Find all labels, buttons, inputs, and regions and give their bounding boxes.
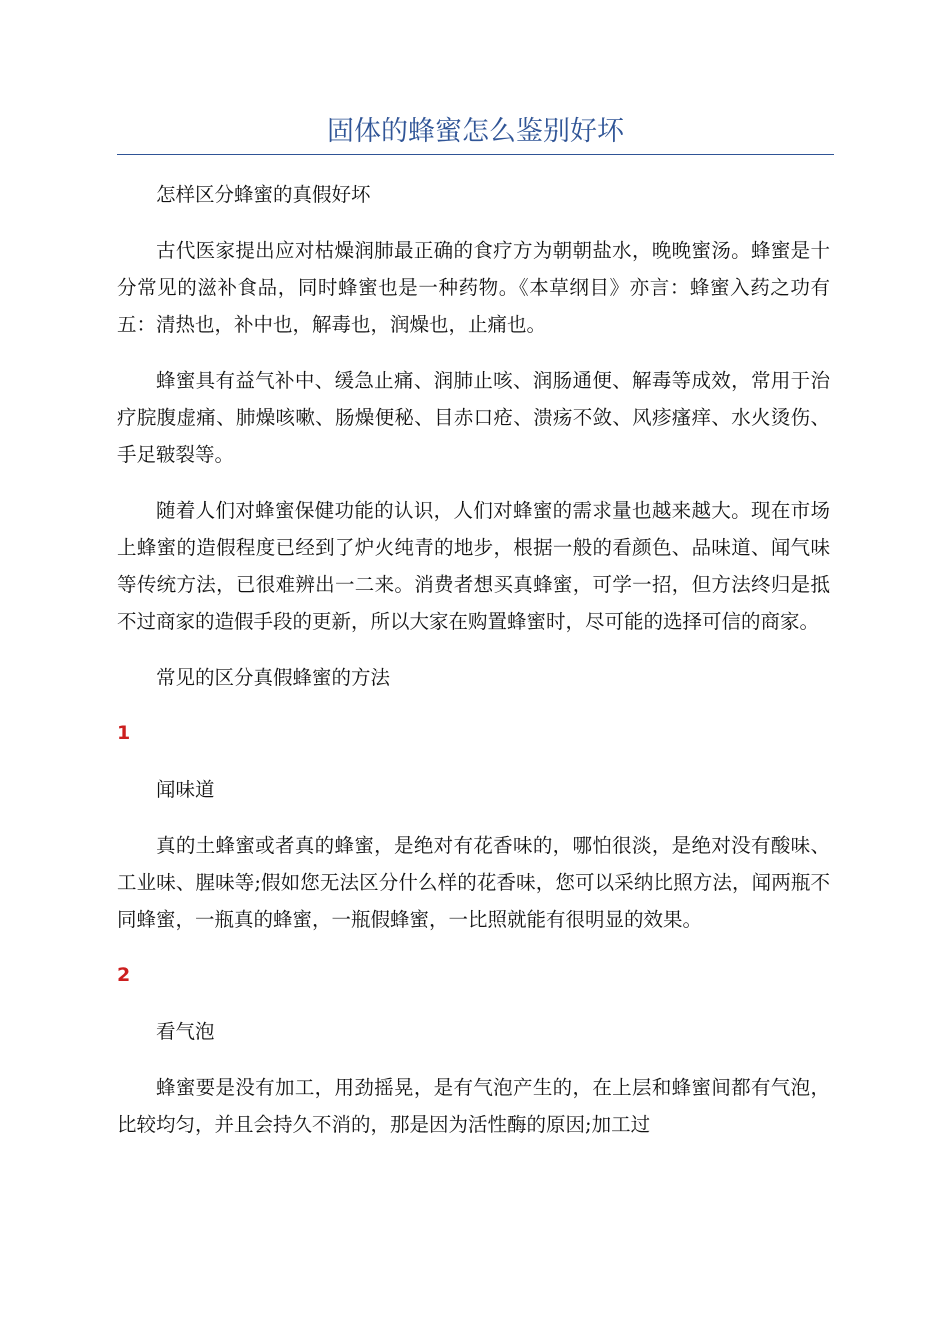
paragraph: 古代医家提出应对枯燥润肺最正确的食疗方为朝朝盐水，晚晚蜜汤。蜂蜜是十分常见的滋补食品，同时蜂蜜也是一种药物。《本草纲目》亦言：蜂蜜入药之功有五：清热也，补中也，解毒也，润燥也，止痛也。 — [117, 239, 830, 336]
paragraph: 蜂蜜具有益气补中、缓急止痛、润肺止咳、润肠通便、解毒等成效，常用于治疗脘腹虚痛、肺燥咳嗽、肠燥便秘、目赤口疮、溃疡不敛、风疹瘙痒、水火烫伤、手足皲裂等。 — [117, 369, 830, 466]
step-number: 1 — [117, 722, 131, 744]
document-body — [117, 176, 830, 1162]
page-title: 固体的蜂蜜怎么鉴别好坏 — [327, 116, 624, 147]
step-number: 2 — [117, 964, 131, 986]
section-heading: 常见的区分真假蜂蜜的方法 — [156, 666, 391, 689]
step-subtitle: 闻味道 — [156, 778, 215, 801]
paragraph: 随着人们对蜂蜜保健功能的认识，人们对蜂蜜的需求量也越来越大。现在市场上蜂蜜的造假程度已经到了炉火纯青的地步，根据一般的看颜色、品味道、闻气味等传统方法，已很难辨出一二来。消费者想买真蜂蜜，可学一招，但方法终归是抵不过商家的造假手段的更新，所以大家在购置蜂蜜时，尽可能的选择可信的商家。 — [117, 499, 830, 633]
title-underline — [117, 154, 834, 155]
step-subtitle: 看气泡 — [156, 1020, 215, 1043]
section-heading: 怎样区分蜂蜜的真假好坏 — [156, 183, 371, 206]
paragraph: 真的土蜂蜜或者真的蜂蜜，是绝对有花香味的，哪怕很淡，是绝对没有酸味、工业味、腥味等;假如您无法区分什么样的花香味，您可以采纳比照方法，闻两瓶不同蜂蜜，一瓶真的蜂蜜，一瓶假蜂蜜，一比照就能有很明显的效果。 — [117, 834, 830, 931]
paragraph: 蜂蜜要是没有加工，用劲摇晃，是有气泡产生的，在上层和蜂蜜间都有气泡，比较均匀，并且会持久不消的，那是因为活性酶的原因;加工过 — [117, 1076, 830, 1136]
